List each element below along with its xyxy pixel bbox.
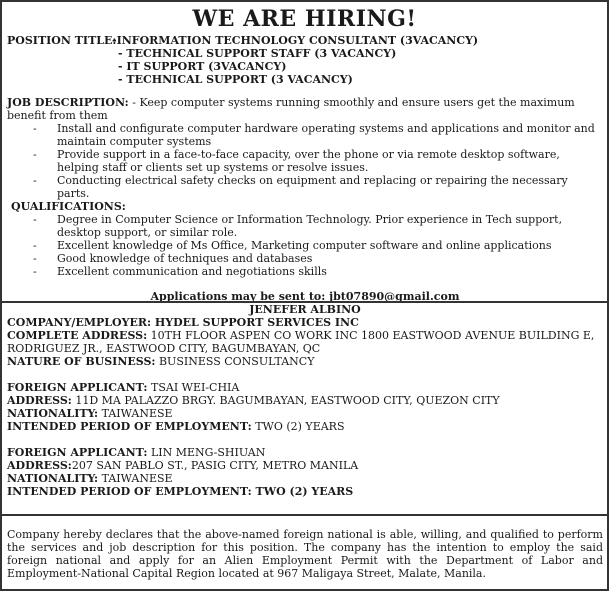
job-duty: Provide support in a face-to-face capacity, over the phone or via remote desktop software, helping staff or clients set up systems or resolve issues. xyxy=(57,148,560,174)
employment-period-label: INTENDED PERIOD OF EMPLOYMENT: xyxy=(7,485,252,498)
applicant-nationality: TAIWANESE xyxy=(98,472,173,485)
section-divider xyxy=(2,514,607,516)
applicant-nationality-label: NATIONALITY: xyxy=(7,407,99,420)
qualification: Excellent communication and negotiations skills xyxy=(57,265,327,278)
applicant-block xyxy=(7,446,603,498)
qualification: Excellent knowledge of Ms Office, Marketing computer software and online applications xyxy=(57,239,552,252)
job-description-label: JOB DESCRIPTION: xyxy=(7,96,129,109)
employer-value: HYDEL SUPPORT SERVICES INC xyxy=(151,316,359,329)
position-item: - TECHNICAL SUPPORT (3 VACANCY) xyxy=(118,73,353,86)
employer-label: COMPANY/EMPLOYER: xyxy=(7,316,152,329)
position-item: -INFORMATION TECHNOLOGY CONSULTANT (3VACANCY) xyxy=(112,34,479,47)
applicant-nationality: TAIWANESE xyxy=(98,407,173,420)
headline: WE ARE HIRING! xyxy=(192,6,417,32)
job-section xyxy=(7,34,603,316)
company-address-value: 10TH FLOOR ASPEN CO WORK INC 1800 EASTWOOD AVENUE BUILDING E, RODRIGUEZ JR., EASTWOOD CITY, BAGUMBAYAN, QC xyxy=(7,329,595,355)
qualification: Degree in Computer Science or Information Technology. Prior experience in Tech support, desktop support, or similar role. xyxy=(57,213,563,239)
employment-period: TWO (2) YEARS xyxy=(251,485,354,498)
section-divider xyxy=(2,301,607,303)
position-title xyxy=(7,34,603,86)
applicant-block xyxy=(7,381,603,433)
job-description xyxy=(7,96,603,200)
business-nature-line xyxy=(7,355,603,368)
position-list xyxy=(112,34,478,86)
list-item: - Excellent knowledge of Ms Office, Marketing computer software and online applications xyxy=(7,239,603,252)
job-duty: Install and configurate computer hardware operating systems and applications and monitor and maintain computer systems xyxy=(57,122,595,148)
qualifications xyxy=(7,200,603,278)
list-item: - Install and configurate computer hardware operating systems and applications and monitor and maintain computer systems xyxy=(7,122,603,148)
employment-period-label: INTENDED PERIOD OF EMPLOYMENT: xyxy=(7,420,252,433)
applicant-name-label: FOREIGN APPLICANT: xyxy=(7,381,148,394)
job-duty: Conducting electrical safety checks on equipment and replacing or repairing the necessary parts. xyxy=(57,174,568,200)
list-item: - Conducting electrical safety checks on equipment and replacing or repairing the necessary parts. xyxy=(7,174,603,200)
company-address-label: COMPLETE ADDRESS: xyxy=(7,329,148,342)
application-contact xyxy=(7,290,603,316)
application-email: Applications may be sent to: jbt07890@gmail.com xyxy=(150,290,460,303)
applicant-name: TSAI WEI-CHIA xyxy=(147,381,240,394)
job-description-intro xyxy=(7,96,603,122)
list-item: - Excellent communication and negotiations skills xyxy=(7,265,603,278)
applicant-address: 207 SAN PABLO ST., PASIG CITY, METRO MANILA xyxy=(71,459,359,472)
qualification: Good knowledge of techniques and databases xyxy=(57,252,313,265)
company-declaration: Company hereby declares that the above-named foreign national is able, willing, and qualified to perform the services and job description for this position. The company has the intention to employ the said foreign national and apply for an Alien Employment Permit with the Department of Labor and Employment-National Capital Region located at 967 Maligaya Street, Malate, Manila. xyxy=(7,528,603,580)
applicant-address-label: ADDRESS: xyxy=(7,394,72,407)
applicant-name-label: FOREIGN APPLICANT: xyxy=(7,446,148,459)
applicant-address: 11D MA PALAZZO BRGY. BAGUMBAYAN, EASTWOOD CITY, QUEZON CITY xyxy=(71,394,500,407)
job-description-text: - Keep computer systems running smoothly and ensure users get the maximum benefit from them xyxy=(7,96,575,122)
business-nature-label: NATURE OF BUSINESS: xyxy=(7,355,156,368)
position-item: - TECHNICAL SUPPORT STAFF (3 VACANCY) xyxy=(118,47,397,60)
contact-person: JENEFER ALBINO xyxy=(249,303,361,316)
list-item: - Good knowledge of techniques and databases xyxy=(7,252,603,265)
position-title-label: POSITION TITLE: xyxy=(7,34,117,47)
company-address-line xyxy=(7,329,603,355)
qualifications-label: QUALIFICATIONS: xyxy=(11,200,126,213)
employment-period: TWO (2) YEARS xyxy=(251,420,345,433)
applicant-address-label: ADDRESS: xyxy=(7,459,72,472)
business-nature-value: BUSINESS CONSULTANCY xyxy=(155,355,315,368)
company-section xyxy=(7,316,603,498)
list-item: - Provide support in a face-to-face capacity, over the phone or via remote desktop software, helping staff or clients set up systems or resolve issues. xyxy=(7,148,603,174)
applicant-nationality-label: NATIONALITY: xyxy=(7,472,99,485)
employer-line xyxy=(7,316,603,329)
position-item: - IT SUPPORT (3VACANCY) xyxy=(118,60,287,73)
list-item: - Degree in Computer Science or Information Technology. Prior experience in Tech support, desktop support, or similar role. xyxy=(7,213,603,239)
applicant-name: LIN MENG-SHIUAN xyxy=(147,446,266,459)
